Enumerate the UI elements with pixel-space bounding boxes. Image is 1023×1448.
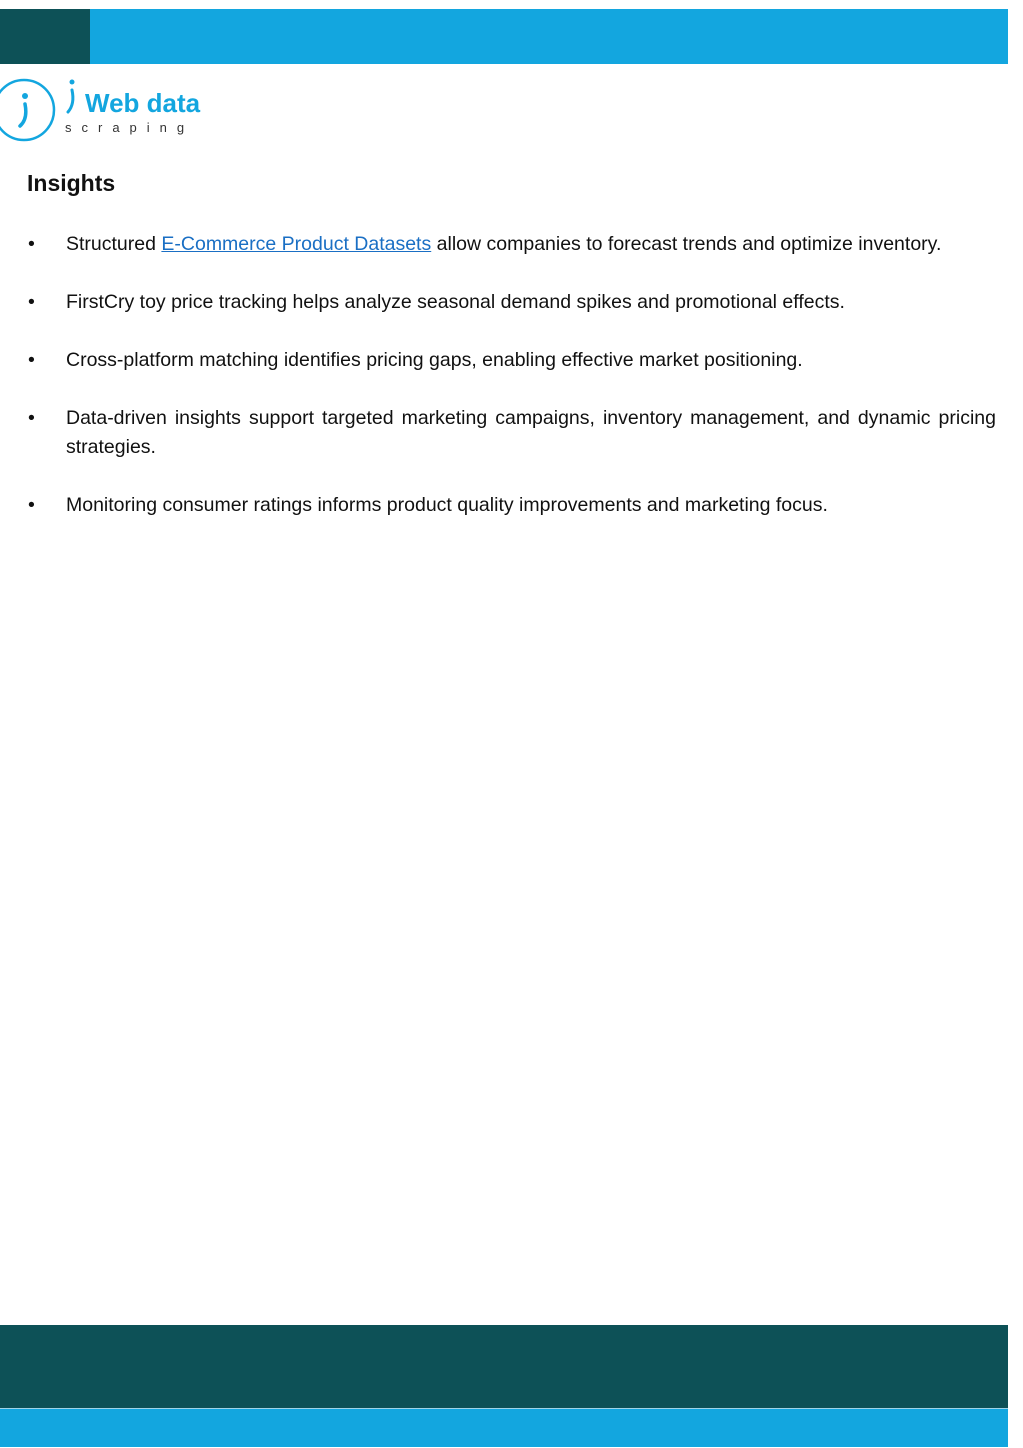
bullet-icon: • bbox=[28, 407, 35, 429]
insights-list bbox=[28, 230, 996, 549]
page-title: Insights bbox=[27, 170, 116, 196]
list-item: • Structured E-Commerce Product Datasets allow companies to forecast trends and optimize inventory. bbox=[28, 230, 996, 259]
logo-j-icon bbox=[62, 76, 82, 121]
logo-j-circle-icon bbox=[0, 74, 60, 146]
header-dark-block bbox=[0, 9, 90, 64]
footer-blue-band bbox=[0, 1409, 1008, 1447]
logo-wordmark: Web data bbox=[85, 88, 201, 118]
list-item: • Data-driven insights support targeted marketing campaigns, inventory management, and dynamic pricing strategies. bbox=[28, 404, 996, 462]
list-item: • Cross-platform matching identifies pricing gaps, enabling effective market positioning. bbox=[28, 346, 996, 375]
footer-dark-band bbox=[0, 1325, 1008, 1408]
header-blue-bar bbox=[90, 9, 1008, 64]
ecommerce-datasets-link[interactable]: E-Commerce Product Datasets bbox=[161, 233, 432, 255]
logo bbox=[0, 74, 220, 146]
bullet-icon: • bbox=[28, 291, 35, 313]
bullet-icon: • bbox=[28, 494, 35, 516]
list-item: • Monitoring consumer ratings informs product quality improvements and marketing focus. bbox=[28, 491, 996, 520]
logo-subtitle: scraping bbox=[65, 120, 195, 135]
list-item: • FirstCry toy price tracking helps analyze seasonal demand spikes and promotional effects. bbox=[28, 288, 996, 317]
bullet-icon: • bbox=[28, 233, 35, 255]
bullet-icon: • bbox=[28, 349, 35, 371]
